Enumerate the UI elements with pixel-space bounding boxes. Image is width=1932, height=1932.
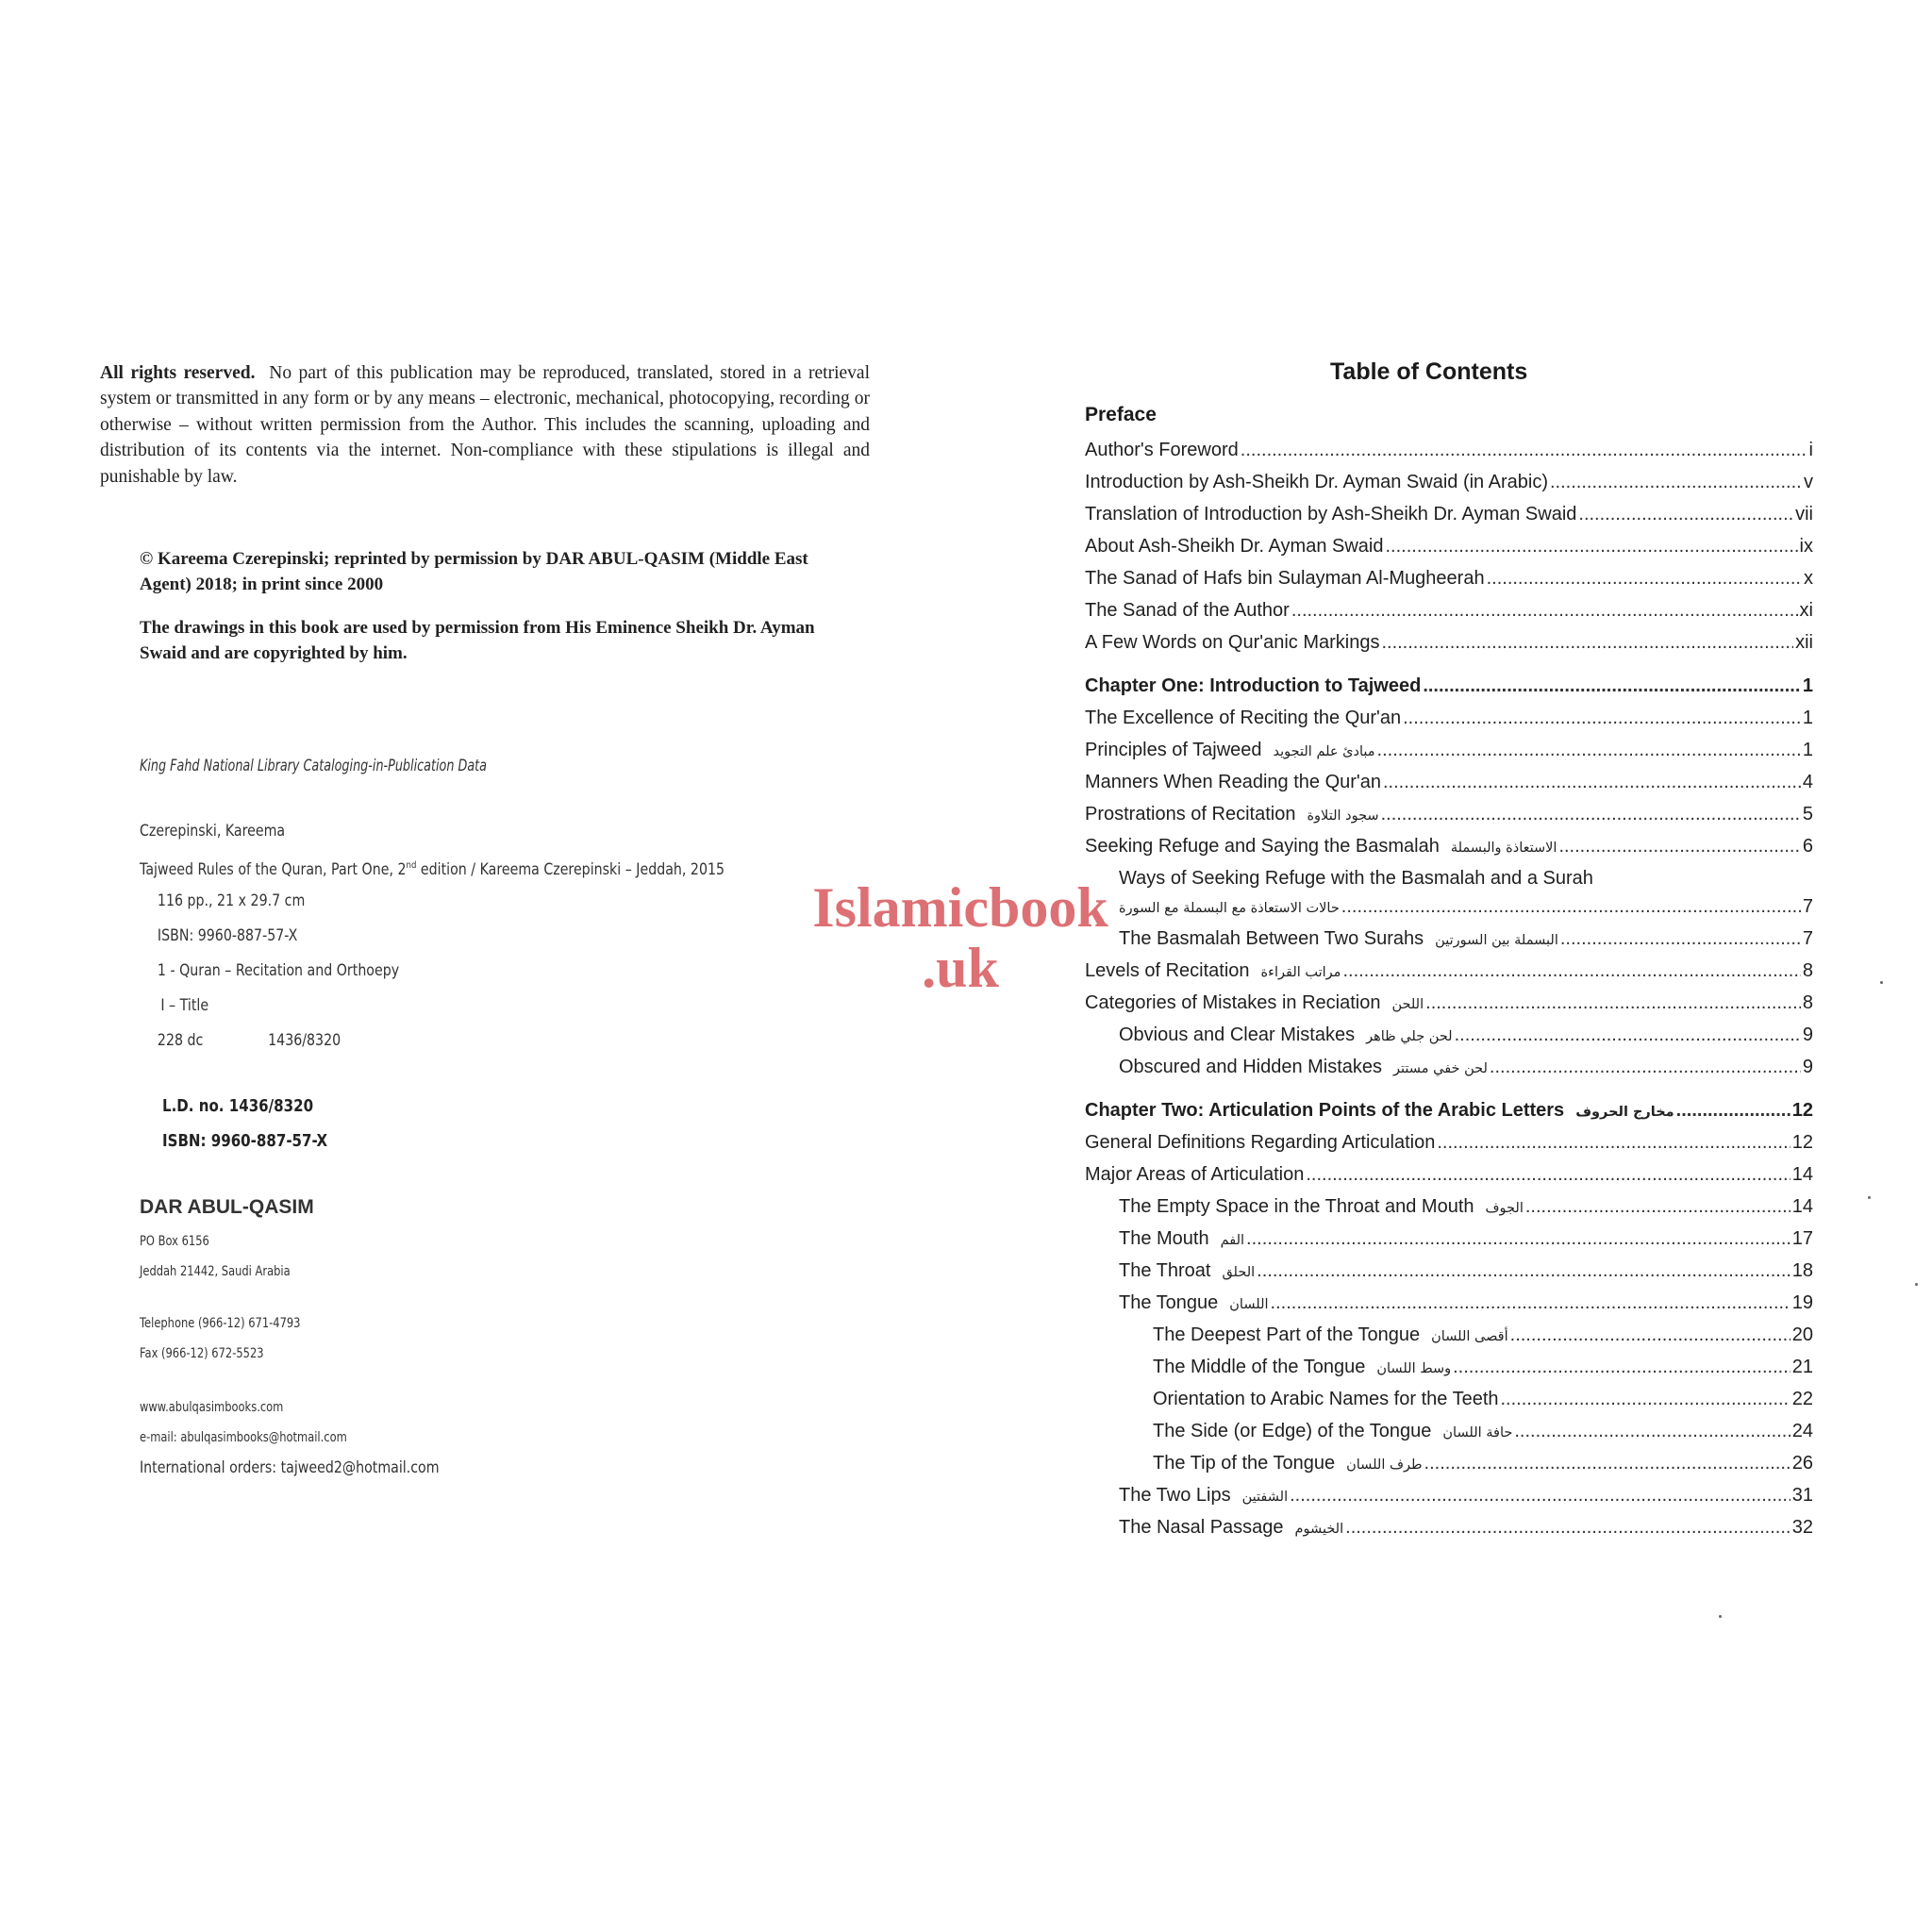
toc-entry-title: The Mouth — [1119, 1228, 1209, 1249]
toc-entry — [1085, 702, 1813, 734]
toc-entry — [1085, 1255, 1813, 1287]
toc-entry — [1085, 1319, 1813, 1351]
toc-leader-dots — [1381, 626, 1793, 658]
toc-entry-title: The Deepest Part of the Tongue — [1153, 1324, 1421, 1345]
toc-entry — [1085, 434, 1813, 466]
toc-entry-title: The Tongue — [1119, 1292, 1219, 1313]
international-orders: International orders: tajweed2@hotmail.com — [140, 1458, 440, 1476]
legal-deposit-block — [162, 1090, 355, 1159]
toc-entry — [1085, 1223, 1813, 1255]
toc-entry — [1085, 1051, 1813, 1083]
toc-entry-arabic: لحن جلي ظاهر — [1366, 1029, 1453, 1044]
toc-entry — [1085, 1094, 1813, 1126]
toc-entry-title: Orientation to Arabic Names for the Teeth — [1153, 1389, 1499, 1409]
toc-entry — [1085, 766, 1813, 798]
toc-entry-title: Translation of Introduction by Ash-Sheikh Dr. Ayman Swaid — [1085, 504, 1577, 525]
toc-leader-dots — [1424, 1447, 1790, 1479]
toc-leader-dots — [1385, 530, 1797, 562]
toc-entry-title: Introduction by Ash-Sheikh Dr. Ayman Swaid (in Arabic) — [1085, 472, 1548, 492]
toc-page-number: xii — [1795, 632, 1813, 653]
toc-leader-dots — [1490, 1051, 1801, 1083]
toc-entry-arabic: حافة اللسان — [1442, 1425, 1513, 1441]
drawings-notice: The drawings in this book are used by permission from His Eminence Sheikh Dr. Ayman Swaid and are copyrighted by him. — [140, 618, 815, 663]
toc-leader-dots — [1558, 830, 1800, 862]
catalog-pages: 116 pp., 21 x 29.7 cm — [157, 891, 306, 909]
toc-page-number: 1 — [1802, 708, 1813, 728]
toc-entry — [1085, 798, 1813, 830]
toc-page-number: 18 — [1791, 1260, 1813, 1281]
toc-page-number: 12 — [1791, 1132, 1813, 1153]
toc-page-number: 21 — [1791, 1357, 1813, 1377]
toc-entry — [1085, 987, 1813, 1019]
toc-leader-dots — [1578, 498, 1793, 530]
catalog-author: Czerepinski, Kareema — [140, 822, 286, 840]
publisher-pobox: PO Box 6156 — [140, 1234, 209, 1249]
toc-page-number: 9 — [1802, 1057, 1813, 1077]
toc-entry — [1085, 562, 1813, 594]
scan-speck — [1868, 1196, 1871, 1199]
toc-leader-dots — [1437, 1126, 1790, 1158]
toc-page-number: 8 — [1802, 960, 1813, 981]
publisher-address — [140, 1226, 324, 1287]
watermark-line1: Islamicbook — [812, 876, 1108, 939]
toc-entry-title: Obscured and Hidden Mistakes — [1119, 1057, 1383, 1077]
toc-entry — [1085, 1287, 1813, 1319]
toc-leader-dots — [1676, 1094, 1790, 1126]
toc-leader-dots — [1345, 1511, 1790, 1543]
toc-entry-title: Obvious and Clear Mistakes — [1119, 1024, 1356, 1045]
scan-speck — [1719, 1615, 1722, 1618]
catalog-data — [140, 813, 820, 1058]
toc-entry — [1085, 1383, 1813, 1415]
toc-page-number: 19 — [1791, 1292, 1813, 1313]
publisher-telephone: Telephone (966-12) 671-4793 — [140, 1316, 301, 1331]
catalog-isbn: ISBN: 9960-887-57-X — [157, 926, 298, 944]
toc-leader-dots — [1514, 1415, 1790, 1447]
toc-leader-dots — [1453, 1351, 1790, 1383]
toc-entry-title: Prostrations of Recitation — [1085, 804, 1296, 824]
toc-entry — [1085, 1019, 1813, 1051]
toc-page-number: 12 — [1791, 1100, 1813, 1121]
toc-entry-arabic: لحن خفي مستتر — [1393, 1061, 1488, 1076]
toc-entry — [1085, 1191, 1813, 1223]
toc-entry-title: About Ash-Sheikh Dr. Ayman Swaid — [1085, 536, 1384, 557]
rights-lead: All rights reserved. — [100, 363, 256, 383]
rights-paragraph — [100, 360, 870, 490]
toc-entry-title: The Side (or Edge) of the Tongue — [1153, 1421, 1432, 1441]
toc-page-number: 14 — [1791, 1164, 1813, 1185]
toc-page-number: 7 — [1802, 896, 1813, 917]
toc-leader-dots — [1560, 923, 1801, 955]
watermark-line2: .uk — [922, 937, 999, 999]
toc-page-number: 31 — [1791, 1485, 1813, 1506]
publisher-web: www.abulqasimbooks.com — [140, 1400, 284, 1415]
toc-entry-title: General Definitions Regarding Articulation — [1085, 1132, 1436, 1153]
toc-entry-title: Chapter One: Introduction to Tajweed — [1085, 675, 1422, 696]
toc-entry-arabic: مخارج الحروف — [1575, 1105, 1674, 1120]
toc-entry — [1085, 670, 1813, 702]
toc-title: Table of Contents — [1330, 358, 1528, 385]
toc-entry-title: Author's Foreword — [1085, 440, 1239, 460]
toc-entry — [1085, 891, 1813, 923]
toc-page-number: 24 — [1791, 1421, 1813, 1441]
toc-page-number: 7 — [1802, 928, 1813, 949]
toc-entry — [1085, 1479, 1813, 1511]
toc-list — [1085, 434, 1813, 1543]
toc-entry-title: The Sanad of Hafs bin Sulayman Al-Mugheerah — [1085, 568, 1485, 589]
toc-entry — [1085, 498, 1813, 530]
toc-page-number: 20 — [1791, 1324, 1813, 1345]
toc-entry — [1085, 734, 1813, 766]
toc-page-number: 22 — [1791, 1389, 1813, 1409]
publisher-email: e-mail: abulqasimbooks@hotmail.com — [140, 1430, 347, 1445]
toc-entry — [1085, 923, 1813, 955]
catalog-book-title: Tajweed Rules of the Quran, Part One, 2nd edition / Kareema Czerepinski – Jeddah, 2015 — [140, 860, 725, 878]
toc-page-number: 32 — [1791, 1517, 1813, 1538]
toc-entry-title: The Throat — [1119, 1260, 1211, 1281]
toc-entry-arabic: مراتب القراءة — [1260, 965, 1341, 980]
toc-leader-dots — [1381, 798, 1801, 830]
toc-entry-title: The Empty Space in the Throat and Mouth — [1119, 1196, 1474, 1217]
catalog-title: King Fahd National Library Cataloging-in-Publication Data — [140, 757, 487, 774]
toc-page-number: 5 — [1802, 804, 1813, 824]
publisher-phones — [140, 1308, 336, 1369]
toc-entry — [1085, 466, 1813, 498]
toc-entry — [1085, 1158, 1813, 1191]
toc-leader-dots — [1501, 1383, 1790, 1415]
toc-entry-arabic: اللحن — [1391, 997, 1424, 1012]
toc-entry-arabic: أقصى اللسان — [1431, 1329, 1508, 1344]
toc-page-number: i — [1808, 440, 1813, 460]
toc-leader-dots — [1383, 766, 1801, 798]
toc-page-number: 17 — [1791, 1228, 1813, 1249]
toc-entry-title: The Two Lips — [1119, 1485, 1231, 1506]
toc-leader-dots — [1423, 670, 1801, 702]
toc-leader-dots — [1241, 434, 1807, 466]
toc-entry-title: The Middle of the Tongue — [1153, 1357, 1366, 1377]
toc-entry-title: Major Areas of Articulation — [1085, 1164, 1305, 1185]
toc-entry-arabic: حالات الاستعاذة مع البسملة مع السورة — [1119, 901, 1340, 916]
toc-page-number: 9 — [1802, 1024, 1813, 1045]
toc-entry-arabic: مبادئ علم التجويد — [1273, 744, 1375, 759]
ld-number: L.D. no. 1436/8320 — [162, 1097, 314, 1116]
isbn-bold: ISBN: 9960-887-57-X — [162, 1132, 328, 1151]
catalog-dc: 228 dc 1436/8320 — [157, 1031, 341, 1049]
toc-entry-arabic: اللسان — [1229, 1297, 1269, 1312]
catalog-subject: 1 - Quran – Recitation and Orthoepy — [157, 961, 400, 979]
toc-page-number: x — [1804, 568, 1813, 589]
toc-entry — [1085, 530, 1813, 562]
publisher-name: DAR ABUL-QASIM — [140, 1196, 314, 1218]
toc-entry — [1085, 1447, 1813, 1479]
toc-entry-title: The Nasal Passage — [1119, 1517, 1284, 1538]
toc-entry-arabic: الجوف — [1485, 1201, 1524, 1216]
toc-entry-arabic: الفم — [1220, 1233, 1245, 1248]
toc-entry-title: The Excellence of Reciting the Qur'an — [1085, 708, 1402, 728]
toc-entry-arabic: الحلق — [1222, 1265, 1256, 1280]
toc-leader-dots — [1487, 562, 1802, 594]
toc-preface-heading: Preface — [1085, 404, 1157, 425]
toc-entry-arabic: البسملة بين السورتين — [1435, 933, 1558, 948]
toc-entry-title: Seeking Refuge and Saying the Basmalah — [1085, 836, 1440, 857]
toc-leader-dots — [1271, 1287, 1790, 1319]
toc-leader-dots — [1550, 466, 1802, 498]
toc-leader-dots — [1291, 594, 1798, 626]
toc-leader-dots — [1290, 1479, 1790, 1511]
toc-entry-title: A Few Words on Qur'anic Markings — [1085, 632, 1380, 653]
toc-entry-title: The Basmalah Between Two Surahs — [1119, 928, 1424, 949]
toc-entry-title: Ways of Seeking Refuge with the Basmalah and a Surah — [1119, 868, 1593, 889]
toc-page-number: v — [1804, 472, 1813, 492]
toc-leader-dots — [1341, 891, 1801, 923]
toc-leader-dots — [1403, 702, 1801, 734]
toc-entry — [1085, 1126, 1813, 1158]
toc-leader-dots — [1257, 1255, 1790, 1287]
toc-page-number: 1 — [1802, 675, 1813, 696]
toc-leader-dots — [1377, 734, 1801, 766]
toc-page-number: ix — [1799, 536, 1813, 557]
toc-entry — [1085, 1415, 1813, 1447]
toc-entry — [1085, 1351, 1813, 1383]
toc-entry-title: Chapter Two: Articulation Points of the Arabic Letters — [1085, 1100, 1565, 1121]
toc-entry-arabic: وسط اللسان — [1376, 1361, 1452, 1376]
toc-page-number: 26 — [1791, 1453, 1813, 1474]
toc-entry-title: Levels of Recitation — [1085, 960, 1250, 981]
toc-page-number: 8 — [1802, 992, 1813, 1013]
toc-entry — [1085, 862, 1813, 891]
toc-page-number: vii — [1795, 504, 1813, 525]
toc-leader-dots — [1306, 1158, 1790, 1191]
toc-page-number: 6 — [1802, 836, 1813, 857]
toc-entry-arabic: الشفتين — [1241, 1490, 1289, 1505]
toc-entry — [1085, 1511, 1813, 1543]
toc-page-number: 14 — [1791, 1196, 1813, 1217]
toc-leader-dots — [1246, 1223, 1790, 1255]
toc-leader-dots — [1342, 955, 1800, 987]
toc-leader-dots — [1425, 987, 1801, 1019]
toc-entry — [1085, 626, 1813, 658]
toc-entry-arabic: سجود التلاوة — [1307, 808, 1379, 824]
toc-entry-title: The Sanad of the Author — [1085, 600, 1290, 621]
publisher-online — [140, 1392, 392, 1453]
toc-entry-title: Categories of Mistakes in Reciation — [1085, 992, 1381, 1013]
toc-entry-title: Manners When Reading the Qur'an — [1085, 772, 1381, 792]
watermark — [800, 877, 1121, 998]
toc-leader-dots — [1510, 1319, 1790, 1351]
toc-entry — [1085, 830, 1813, 862]
copyright-notice: © Kareema Czerepinski; reprinted by permission by DAR ABUL-QASIM (Middle East Agent) 2018; in print since 2000 — [140, 549, 808, 594]
toc-entry-arabic: الاستعاذة والبسملة — [1450, 841, 1557, 856]
toc-entry — [1085, 955, 1813, 987]
publisher-city: Jeddah 21442, Saudi Arabia — [140, 1264, 291, 1279]
catalog-title-entry: I – Title — [160, 996, 209, 1014]
toc-leader-dots — [1525, 1191, 1790, 1223]
scan-speck — [1915, 1283, 1918, 1286]
toc-entry-arabic: الخيشوم — [1294, 1522, 1344, 1537]
toc-page-number: 1 — [1802, 740, 1813, 760]
toc-page-number: xi — [1799, 600, 1813, 621]
toc-leader-dots — [1455, 1019, 1801, 1051]
toc-entry-arabic: طرف اللسان — [1346, 1457, 1423, 1473]
toc-page-number: 4 — [1802, 772, 1813, 792]
toc-entry-title: The Tip of the Tongue — [1153, 1453, 1336, 1474]
rights-text: No part of this publication may be reproduced, translated, stored in a retrieval system or transmitted in any form or by any means – electronic, mechanical, photocopying, recording or otherwise – without written permission from the Author. This includes the scanning, uploading and distribution of its contents via the internet. Non-compliance with these stipulations is illegal and punishable by law. — [100, 363, 870, 487]
scan-speck — [1880, 981, 1883, 984]
toc-entry-title: Principles of Tajweed — [1085, 740, 1262, 760]
publisher-fax: Fax (966-12) 672-5523 — [140, 1346, 264, 1361]
toc-entry — [1085, 594, 1813, 626]
